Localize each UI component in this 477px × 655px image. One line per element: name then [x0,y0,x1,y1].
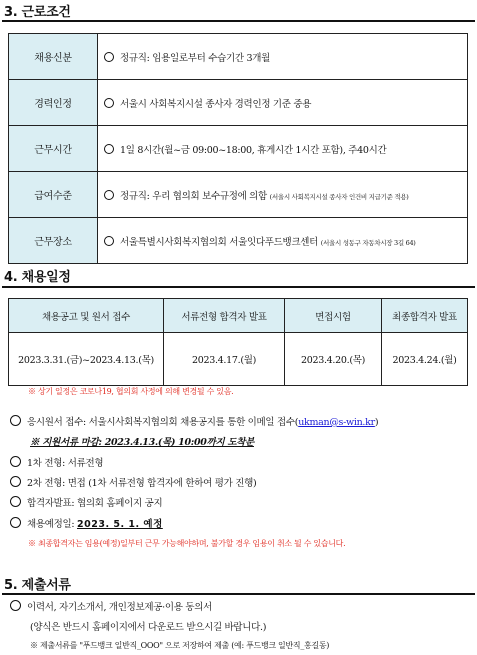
appoint-line: 채용예정일: 2023. 5. 1. 예정 [10,516,163,530]
condition-note: (서울시 사회복지시설 종사자 인건비 지급기준 적용) [269,192,409,201]
condition-value: 정규직: 임용일로부터 수습기간 3개월 [98,34,468,80]
table-row [9,80,468,126]
documents-line: 이력서, 자기소개서, 개인정보제공·이용 동의서 [10,599,212,613]
table-row [9,34,468,80]
email-link[interactable]: ukman@s-win.kr [298,417,375,428]
condition-value: 서울시 사회복지시설 종사자 경력인정 기준 중용 [98,80,468,126]
condition-label: 근무장소 [9,218,98,264]
table-row [9,172,468,218]
circle-bullet-icon [104,144,114,154]
condition-value: 정규직: 우리 협의회 보수규정에 의함 (서울시 사회복지시설 종사자 인건비 지급기준 적용) [98,172,468,218]
condition-label: 급여수준 [9,172,98,218]
deadline-text: ※ 지원서류 마감: 2023.4.13.(목) 10:00까지 도착분 [30,437,254,448]
schedule-table [8,298,468,386]
step2-line: 2차 전형: 면접 (1차 서류전형 합격자에 한하여 평가 진행) [10,475,256,489]
circle-bullet-icon [10,415,21,426]
circle-bullet-icon [10,600,21,611]
schedule-value: 2023.4.17.(월) [164,333,285,386]
section-title-documents: 5. 제출서류 [4,578,71,593]
schedule-header: 서류전형 합격자 발표 [164,299,285,333]
appoint-warning: ※ 최종합격자는 임용(예정)일부터 근무 가능해야하며, 불가할 경우 임용이 취소 될 수 있습니다. [28,539,346,548]
circle-bullet-icon [10,476,21,487]
circle-bullet-icon [104,98,114,108]
documents-form-note: (양식은 반드시 홈페이지에서 다운로드 받으시길 바랍니다.) [30,622,267,633]
schedule-value: 2023.3.31.(금)~2023.4.13.(목) [9,333,164,386]
table-row [9,126,468,172]
schedule-header: 최종합격자 발표 [382,299,468,333]
section-divider [2,593,475,595]
circle-bullet-icon [104,190,114,200]
apply-line: 응시원서 접수: 서울시사회복지협의회 채용공지를 통한 이메일 접수(ukman@s-win.kr) [10,414,378,428]
condition-label: 경력인정 [9,80,98,126]
table-header-row [9,299,468,333]
circle-bullet-icon [104,52,114,62]
circle-bullet-icon [10,496,21,507]
circle-bullet-icon [10,517,21,528]
schedule-note: ※ 상기 일정은 코로나19, 협의회 사정에 의해 변경될 수 있음. [28,387,234,396]
section-divider [2,20,475,22]
condition-label: 채용신분 [9,34,98,80]
table-row [9,218,468,264]
section-divider [2,286,475,288]
conditions-table [8,33,468,264]
condition-label: 근무시간 [9,126,98,172]
schedule-header: 면접시험 [285,299,382,333]
condition-value: 서울특별시사회복지협의회 서울잇다푸드뱅크센터 (서울시 성동구 자동차시장 3길 64) [98,218,468,264]
section-title-schedule: 4. 채용일정 [4,270,71,285]
step1-line: 1차 전형: 서류전형 [10,455,103,469]
schedule-header: 채용공고 및 원서 접수 [9,299,164,333]
schedule-value: 2023.4.20.(목) [285,333,382,386]
documents-save-note: ※ 제출서류를 "푸드뱅크 일반직_OOO" 으로 저장하여 제출 (예: 푸드뱅크 일반직_홍길동) [30,641,330,650]
table-row [9,333,468,386]
announce-line: 합격자발표: 협의회 홈페이지 공지 [10,495,162,509]
condition-note: (서울시 성동구 자동차시장 3길 64) [320,238,416,247]
condition-value: 1일 8시간(월~금 09:00~18:00, 휴게시간 1시간 포함), 주40시간 [98,126,468,172]
circle-bullet-icon [10,456,21,467]
section-title-conditions: 3. 근로조건 [4,5,71,20]
schedule-value: 2023.4.24.(월) [382,333,468,386]
appoint-date: 2023. 5. 1. 예정 [77,519,163,530]
circle-bullet-icon [104,236,114,246]
